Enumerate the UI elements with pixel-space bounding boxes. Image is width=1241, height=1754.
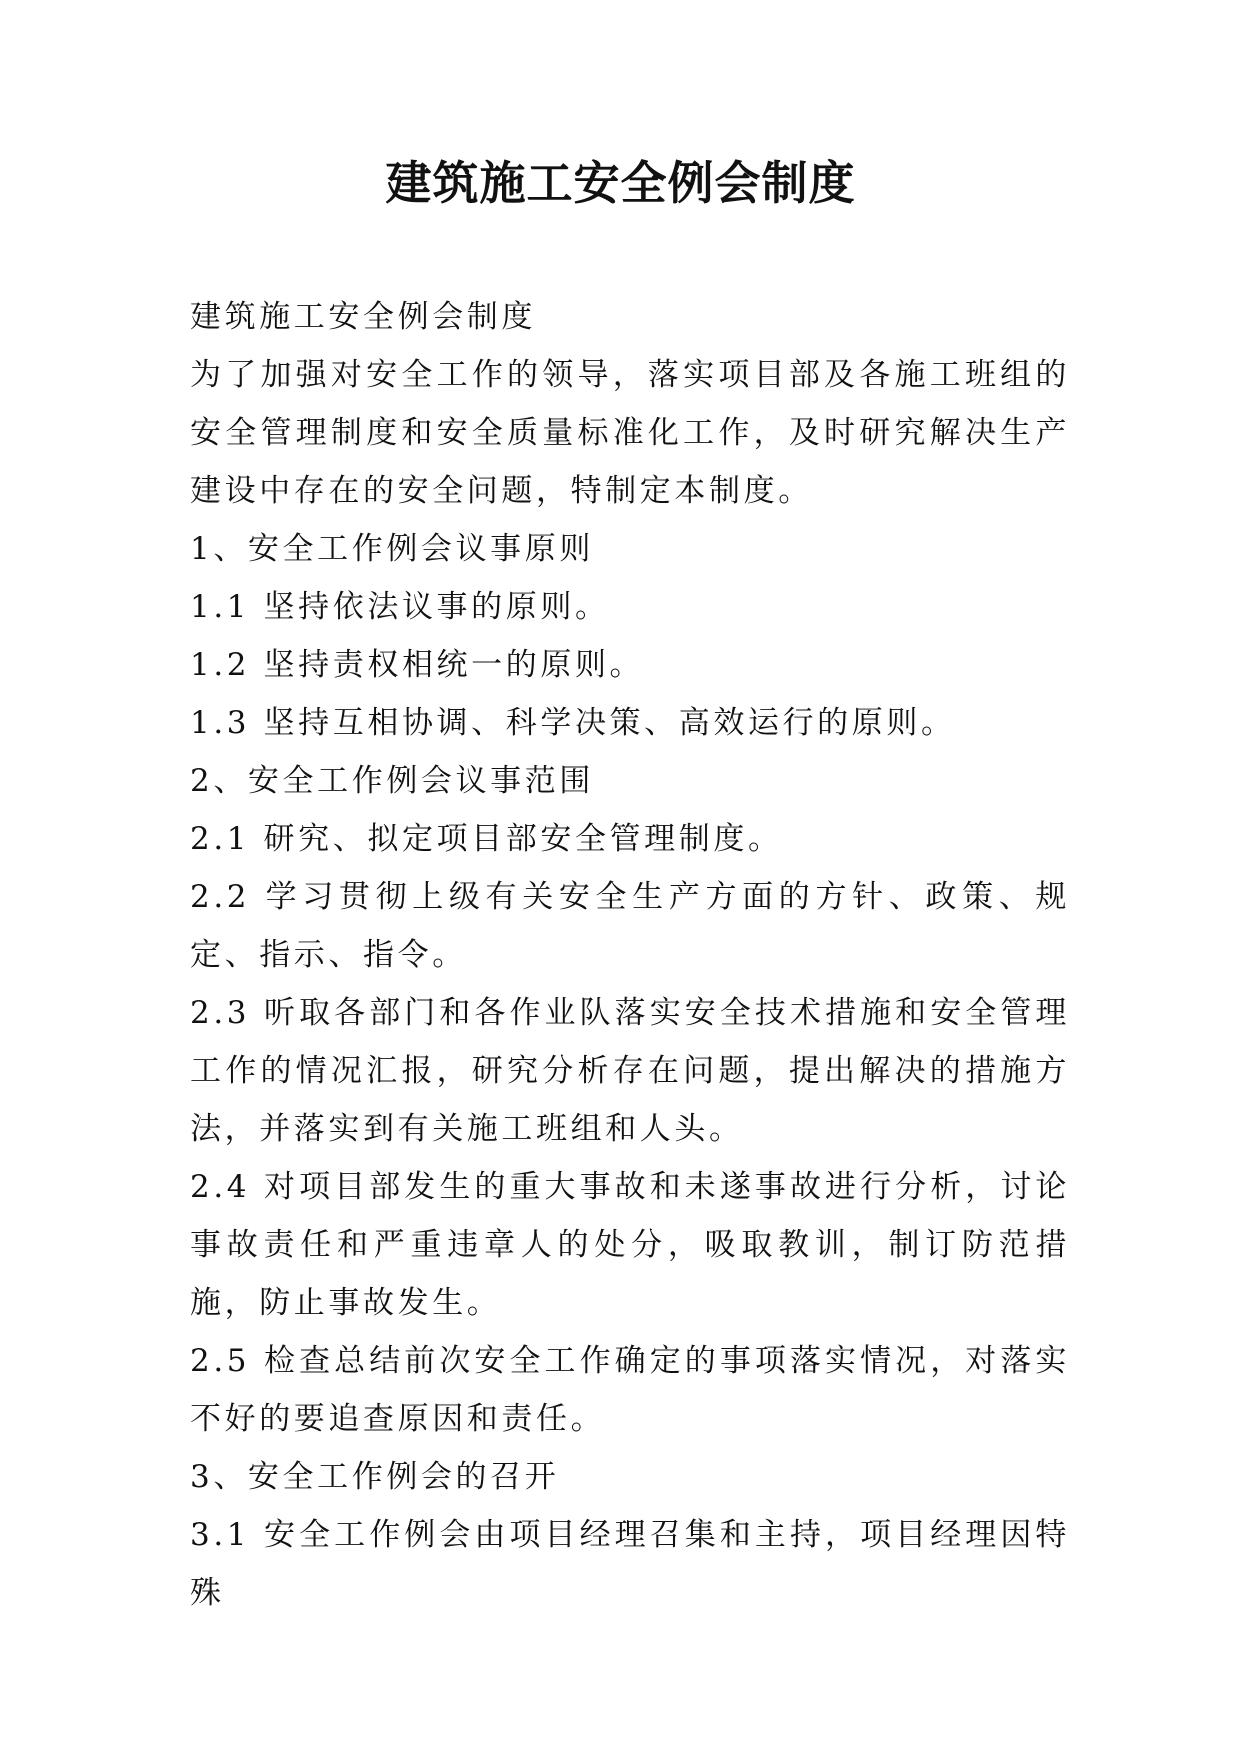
- document-title: 建筑施工安全例会制度: [385, 156, 856, 210]
- clause-2-4: 2.4 对项目部发生的重大事故和未遂事故进行分析，讨论事故责任和严重违章人的处分，吸取教训，制订防范措施，防止事故发生。: [190, 1169, 1070, 1321]
- clause-2-2: 2.2 学习贯彻上级有关安全生产方面的方针、政策、规定、指示、指令。: [190, 879, 1070, 973]
- clause-2-5: 2.5 检查总结前次安全工作确定的事项落实情况，对落实不好的要追查原因和责任。: [190, 1343, 1070, 1437]
- clause-2-1: 2.1 研究、拟定项目部安全管理制度。: [190, 821, 783, 857]
- clause-3-1: 3.1 安全工作例会由项目经理召集和主持，项目经理因特殊: [190, 1517, 1070, 1611]
- paragraph-intro: 为了加强对安全工作的领导，落实项目部及各施工班组的安全管理制度和安全质量标准化工作，及时研究解决生产建设中存在的安全问题，特制定本制度。: [190, 357, 1070, 509]
- clause-2-3: 2.3 听取各部门和各作业队落实安全技术措施和安全管理工作的情况汇报，研究分析存在问题，提出解决的措施方法，并落实到有关施工班组和人头。: [190, 995, 1070, 1147]
- section-heading-2: 2、安全工作例会议事范围: [190, 763, 594, 799]
- clause-1-3: 1.3 坚持互相协调、科学决策、高效运行的原则。: [190, 705, 956, 741]
- clause-1-1: 1.1 坚持依法议事的原则。: [190, 589, 610, 625]
- clause-1-2: 1.2 坚持责权相统一的原则。: [190, 647, 645, 683]
- document-body: [190, 288, 1070, 1622]
- section-heading-3: 3、安全工作例会的召开: [190, 1459, 560, 1495]
- section-heading-1: 1、安全工作例会议事原则: [190, 531, 594, 567]
- paragraph-subtitle: 建筑施工安全例会制度: [190, 299, 536, 335]
